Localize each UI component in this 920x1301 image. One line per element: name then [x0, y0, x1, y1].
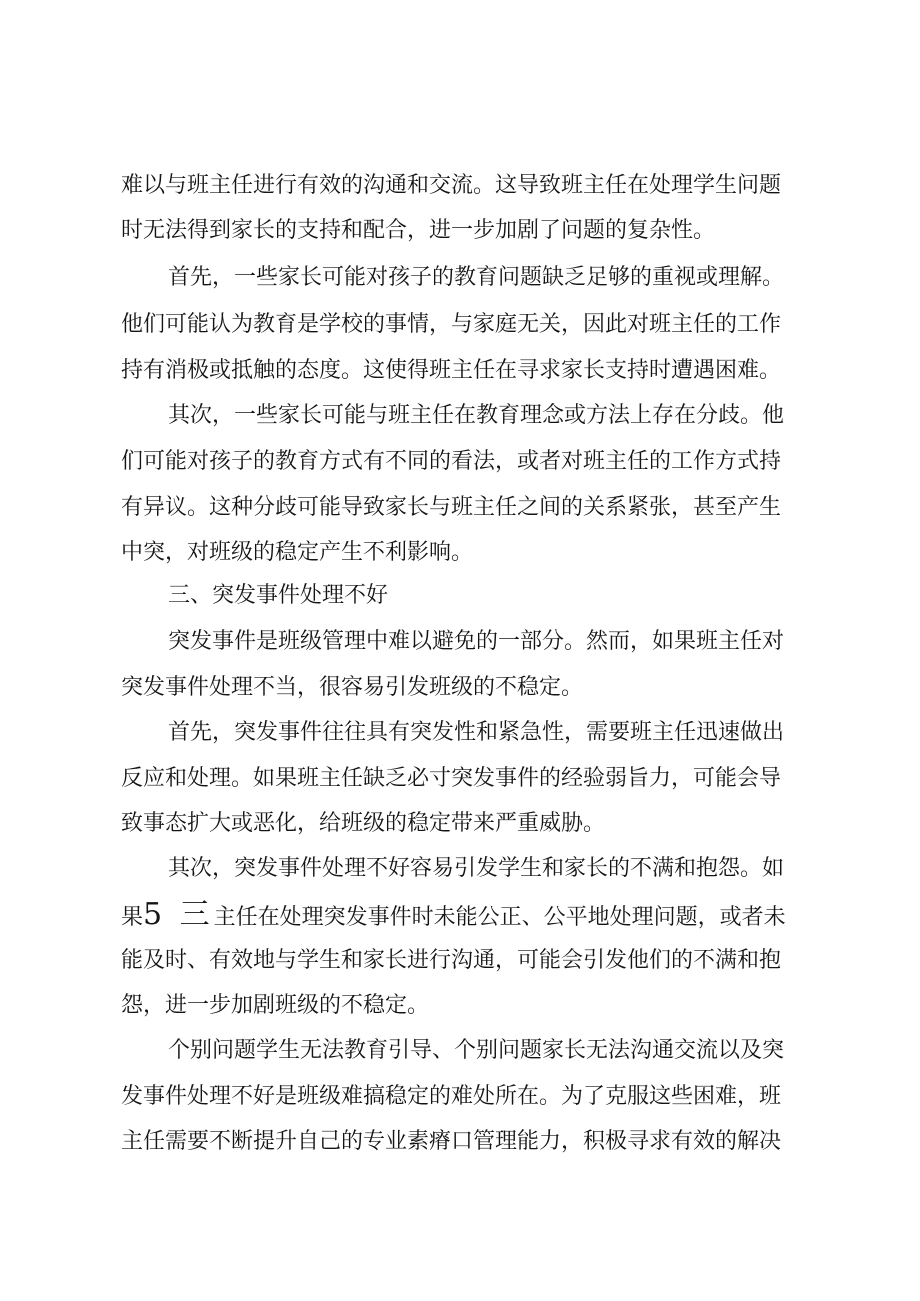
text-line-11: 突发事件是班级管理中难以避免的一部分。然而，如果班主任对 — [168, 629, 785, 654]
text-line-21: 发事件处理不好是班级难搞稳定的难处所在。为了克服这些困难，班 — [121, 1084, 782, 1109]
section-heading: 三、突发事件处理不好 — [168, 583, 389, 608]
text-line-1: 难以与班主任进行有效的沟通和交流。这导致班主任在处理学生问题 — [121, 173, 782, 198]
text-line-2: 时无法得到家长的支持和配合，进一步加剧了问题的复杂性。 — [121, 218, 716, 243]
text-line-9: 中突，对班级的稳定产生不利影响。 — [121, 540, 474, 565]
text-line-22: 主任需要不断提升自己的专业素瘠口管理能力，积极寻求有效的解决 — [121, 1129, 782, 1154]
text-line-13: 首先，突发事件往往具有突发性和紧急性，需要班主任迅速做出 — [168, 720, 785, 745]
text-line-5: 持有消极或抵触的态度。这使得班主任在寻求家长支持时遭遇困难。 — [121, 358, 782, 383]
text-line-6: 其次，一些家长可能与班主任在教育理念或方法上存在分歧。他 — [168, 403, 785, 428]
text-line-18: 能及时、有效地与学生和家长进行沟通，可能会引发他们的不满和抱 — [121, 948, 782, 973]
text-line-15: 致事态扩大或恶化，给班级的稳定带来严重威胁。 — [121, 811, 606, 836]
text-line-14: 反应和处理。如果班主任缺乏必寸突发事件的经验弱旨力，可能会导 — [121, 766, 782, 791]
text-line-8: 有异议。这种分歧可能导致家长与班主任之间的关系紧张，甚至产生 — [121, 495, 782, 520]
text-line-12: 突发事件处理不当，很容易引发班级的不稳定。 — [121, 675, 584, 700]
text-line-3: 首先，一些家长可能对孩子的教育问题缺乏足够的重视或理解。 — [168, 265, 785, 290]
ocr-glyph: 5 三 — [143, 897, 214, 932]
text-line-17-suffix: 主任在处理突发事件时未能公正、公平地处理问题，或者未 — [213, 905, 786, 930]
text-line-19: 怨，进一步加剧班级的不稳定。 — [121, 993, 430, 1018]
text-line-17-prefix: 果 — [121, 905, 144, 930]
text-line-4: 他们可能认为教育是学校的事情，与家庭无关，因此对班主任的工作 — [121, 312, 782, 337]
text-line-17 — [121, 895, 786, 935]
text-line-16: 其次，突发事件处理不好容易引发学生和家长的不满和抱怨。如 — [168, 856, 785, 881]
text-line-20: 个别问题学生无法教育引导、个别问题家长无法沟通交流以及突 — [168, 1038, 785, 1063]
text-line-7: 们可能对孩子的教育方式有不同的看法，或者对班主任的工作方式持 — [121, 449, 782, 474]
